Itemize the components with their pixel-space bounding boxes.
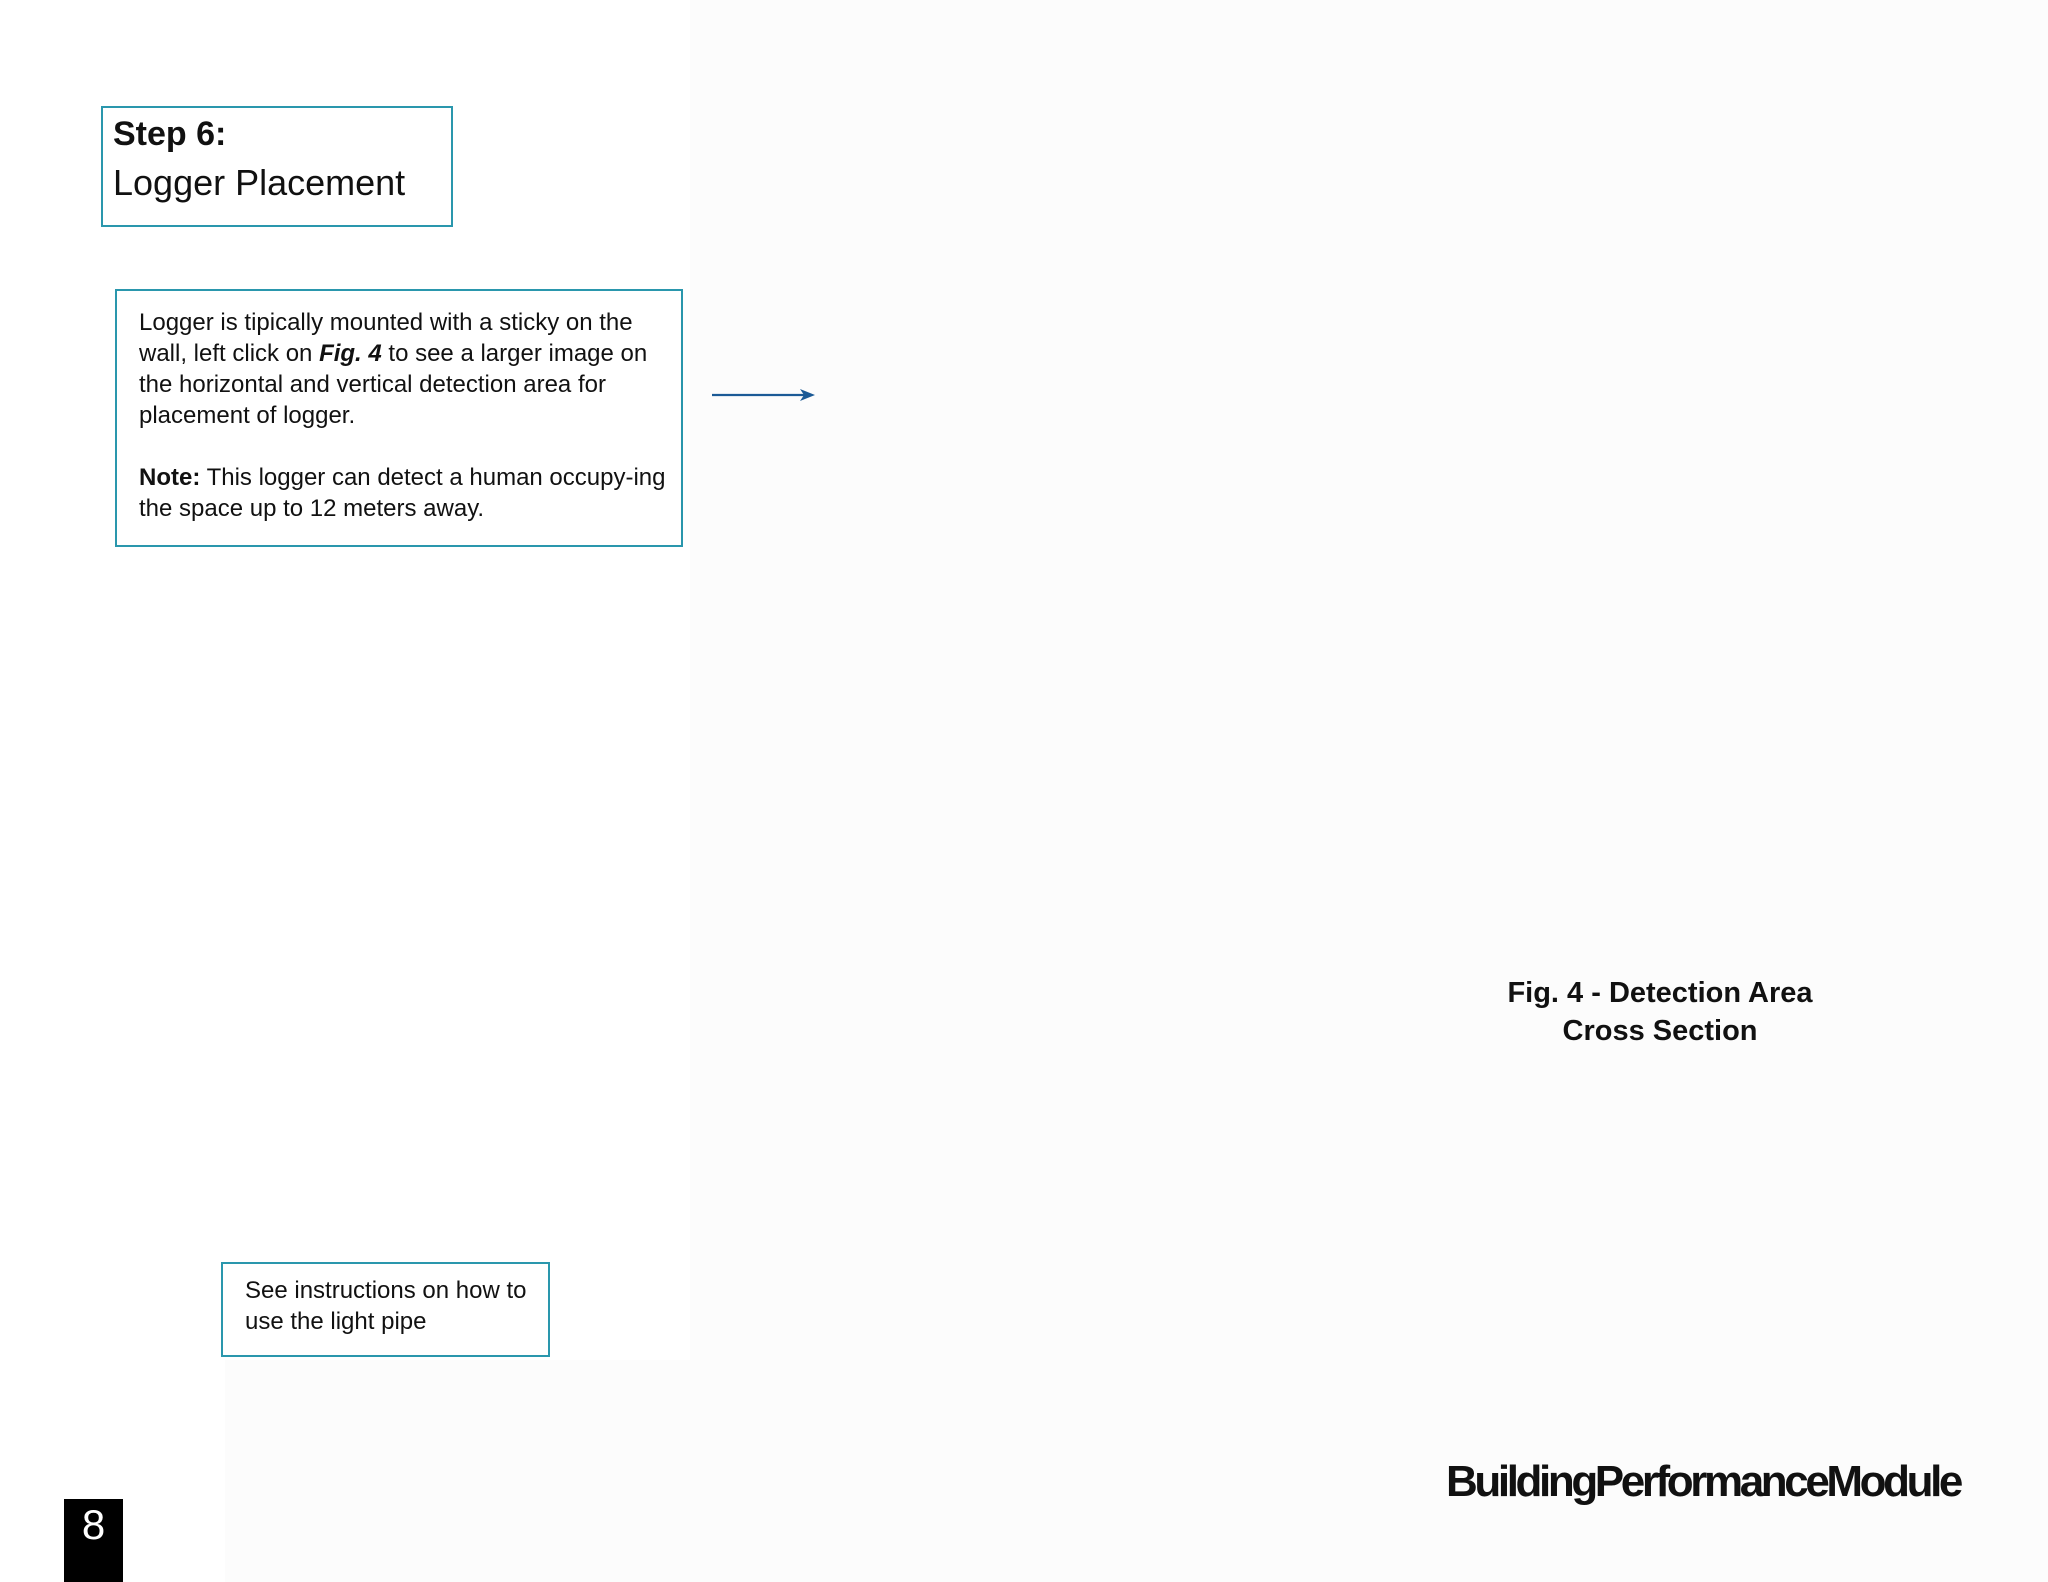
page-number: 8 xyxy=(64,1499,123,1582)
figure-reference: Fig. 4 xyxy=(319,340,382,367)
arrow-right-icon[interactable] xyxy=(712,387,816,403)
brand-logo: BuildingPerformanceModule xyxy=(1446,1457,1960,1506)
instruction-paragraph xyxy=(139,307,671,431)
instruction-text-end: to see a larger image on the horizontal and vertical detection area for placement of logger. xyxy=(139,340,648,429)
figure-caption-title: Fig. 4 - Detection Area xyxy=(1507,977,1813,1009)
instruction-text-start: Logger is tipically mounted with a sticky on the wall, left click on xyxy=(139,309,633,367)
step-title: Logger Placement xyxy=(113,162,406,203)
note-label: Note: xyxy=(139,464,201,491)
step-number: Step 6: xyxy=(113,115,227,153)
note-paragraph xyxy=(139,462,671,524)
instruction-box xyxy=(115,289,683,547)
figure-panel xyxy=(690,0,2048,1582)
step-header xyxy=(101,106,453,227)
light-pipe-instructions-link[interactable]: See instructions on how to use the light pipe xyxy=(221,1262,550,1357)
note-text: This logger can detect a human occupy-ing the space up to 12 meters away. xyxy=(139,464,666,522)
figure-caption[interactable] xyxy=(1440,974,1880,1050)
figure-caption-subtitle: Cross Section xyxy=(1562,1015,1758,1047)
